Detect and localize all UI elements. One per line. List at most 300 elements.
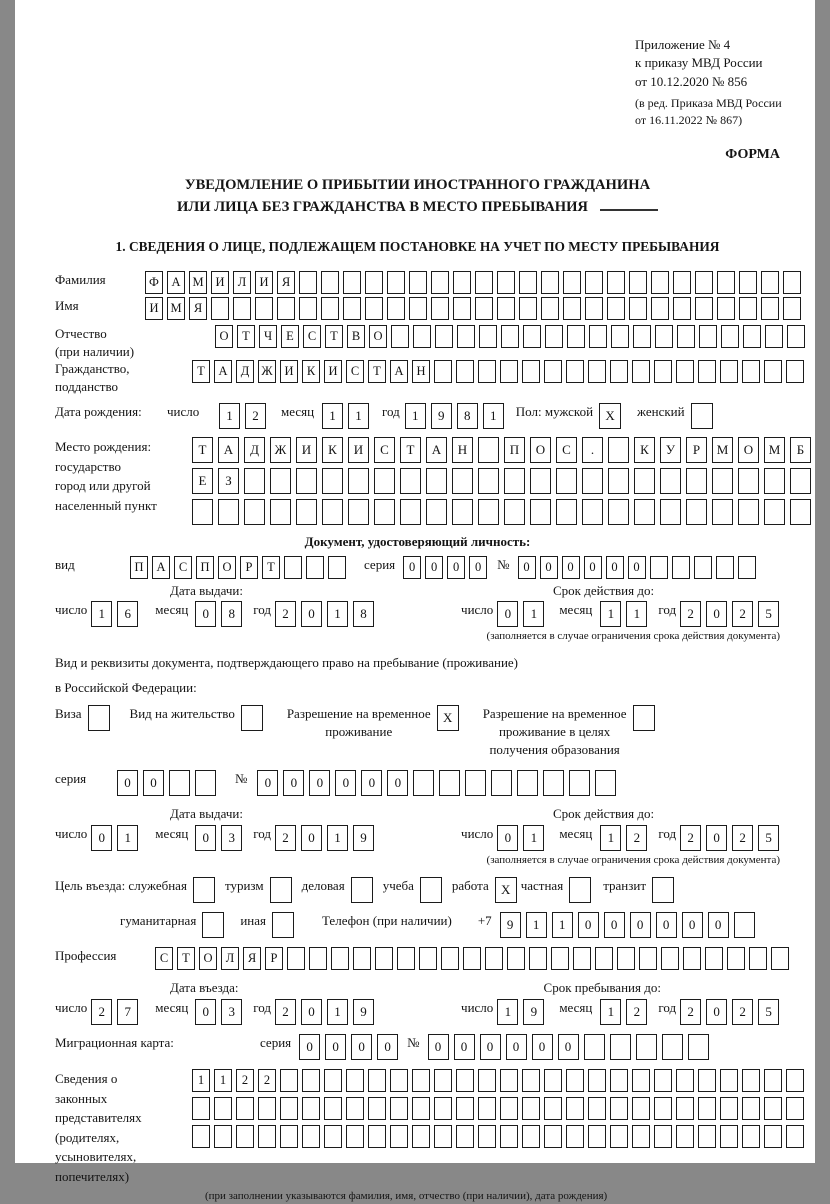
char-cell[interactable]: С — [374, 437, 395, 463]
char-cell[interactable] — [365, 271, 383, 294]
char-cell[interactable] — [299, 297, 317, 320]
char-cell[interactable]: 0 — [403, 556, 421, 579]
char-cell[interactable]: С — [174, 556, 192, 579]
char-cell[interactable] — [607, 297, 625, 320]
purpose-official-checkbox[interactable] — [193, 877, 215, 903]
char-cell[interactable]: О — [369, 325, 387, 348]
char-cell[interactable] — [610, 1034, 631, 1060]
char-cell[interactable]: З — [218, 468, 239, 494]
char-cell[interactable] — [608, 499, 629, 525]
char-cell[interactable]: 0 — [497, 601, 518, 627]
char-cell[interactable]: 0 — [143, 770, 164, 796]
char-cell[interactable] — [456, 1097, 474, 1120]
char-cell[interactable]: 1 — [523, 601, 544, 627]
char-cell[interactable]: 1 — [322, 403, 343, 429]
char-cell[interactable]: 1 — [626, 601, 647, 627]
char-cell[interactable]: 0 — [628, 556, 646, 579]
char-cell[interactable]: 0 — [604, 912, 625, 938]
char-cell[interactable] — [695, 271, 713, 294]
char-cell[interactable]: 2 — [236, 1069, 254, 1092]
char-cell[interactable] — [771, 947, 789, 970]
char-cell[interactable] — [632, 360, 650, 383]
char-cell[interactable] — [786, 360, 804, 383]
char-cell[interactable]: Е — [192, 468, 213, 494]
char-cell[interactable] — [650, 556, 668, 579]
char-cell[interactable]: Т — [237, 325, 255, 348]
char-cell[interactable] — [738, 499, 759, 525]
char-cell[interactable]: 1 — [405, 403, 426, 429]
char-cell[interactable] — [582, 499, 603, 525]
char-cell[interactable]: 2 — [275, 601, 296, 627]
char-cell[interactable]: 5 — [758, 601, 779, 627]
char-cell[interactable] — [712, 499, 733, 525]
char-cell[interactable]: О — [199, 947, 217, 970]
char-cell[interactable]: Р — [686, 437, 707, 463]
char-cell[interactable]: Т — [368, 360, 386, 383]
char-cell[interactable] — [787, 325, 805, 348]
char-cell[interactable]: С — [346, 360, 364, 383]
char-cell[interactable]: 8 — [457, 403, 478, 429]
char-cell[interactable] — [573, 947, 591, 970]
char-cell[interactable] — [475, 297, 493, 320]
char-cell[interactable] — [738, 556, 756, 579]
char-cell[interactable] — [720, 1069, 738, 1092]
char-cell[interactable] — [544, 1097, 562, 1120]
char-cell[interactable] — [673, 271, 691, 294]
char-cell[interactable] — [478, 499, 499, 525]
char-cell[interactable]: 2 — [680, 825, 701, 851]
char-cell[interactable]: 1 — [192, 1069, 210, 1092]
char-cell[interactable] — [522, 1125, 540, 1148]
char-cell[interactable]: 0 — [309, 770, 330, 796]
char-cell[interactable] — [783, 297, 801, 320]
char-cell[interactable] — [302, 1125, 320, 1148]
char-cell[interactable]: Т — [262, 556, 280, 579]
char-cell[interactable]: А — [218, 437, 239, 463]
char-cell[interactable]: 1 — [219, 403, 240, 429]
char-cell[interactable] — [244, 468, 265, 494]
char-cell[interactable]: 0 — [361, 770, 382, 796]
char-cell[interactable] — [507, 947, 525, 970]
char-cell[interactable]: 0 — [584, 556, 602, 579]
char-cell[interactable] — [397, 947, 415, 970]
char-cell[interactable]: И — [280, 360, 298, 383]
char-cell[interactable] — [277, 297, 295, 320]
char-cell[interactable]: У — [660, 437, 681, 463]
char-cell[interactable] — [654, 1097, 672, 1120]
char-cell[interactable] — [485, 947, 503, 970]
char-cell[interactable] — [742, 1097, 760, 1120]
char-cell[interactable] — [236, 1097, 254, 1120]
char-cell[interactable]: 0 — [706, 601, 727, 627]
char-cell[interactable] — [544, 1069, 562, 1092]
char-cell[interactable] — [588, 1125, 606, 1148]
char-cell[interactable] — [698, 1125, 716, 1148]
char-cell[interactable] — [655, 325, 673, 348]
char-cell[interactable]: К — [634, 437, 655, 463]
char-cell[interactable] — [544, 360, 562, 383]
char-cell[interactable] — [566, 360, 584, 383]
char-cell[interactable] — [400, 499, 421, 525]
char-cell[interactable] — [456, 360, 474, 383]
char-cell[interactable]: С — [155, 947, 173, 970]
char-cell[interactable] — [192, 499, 213, 525]
char-cell[interactable] — [409, 271, 427, 294]
char-cell[interactable]: 1 — [552, 912, 573, 938]
char-cell[interactable] — [738, 468, 759, 494]
char-cell[interactable] — [169, 770, 190, 796]
char-cell[interactable]: 0 — [283, 770, 304, 796]
char-cell[interactable] — [695, 297, 713, 320]
purpose-transit-checkbox[interactable] — [652, 877, 674, 903]
char-cell[interactable] — [676, 1069, 694, 1092]
char-cell[interactable] — [296, 468, 317, 494]
char-cell[interactable] — [519, 297, 537, 320]
char-cell[interactable]: Ч — [259, 325, 277, 348]
char-cell[interactable] — [607, 271, 625, 294]
char-cell[interactable] — [413, 770, 434, 796]
char-cell[interactable] — [302, 1069, 320, 1092]
char-cell[interactable]: 0 — [578, 912, 599, 938]
char-cell[interactable] — [764, 1097, 782, 1120]
char-cell[interactable]: 2 — [626, 825, 647, 851]
char-cell[interactable]: 1 — [327, 999, 348, 1025]
char-cell[interactable]: К — [322, 437, 343, 463]
char-cell[interactable]: 0 — [558, 1034, 579, 1060]
char-cell[interactable] — [661, 947, 679, 970]
char-cell[interactable] — [749, 947, 767, 970]
char-cell[interactable] — [610, 360, 628, 383]
char-cell[interactable] — [563, 297, 581, 320]
char-cell[interactable] — [434, 1125, 452, 1148]
char-cell[interactable] — [387, 271, 405, 294]
char-cell[interactable]: И — [145, 297, 163, 320]
char-cell[interactable] — [426, 468, 447, 494]
char-cell[interactable] — [218, 499, 239, 525]
char-cell[interactable] — [764, 1069, 782, 1092]
char-cell[interactable] — [676, 1125, 694, 1148]
char-cell[interactable] — [660, 499, 681, 525]
char-cell[interactable] — [463, 947, 481, 970]
char-cell[interactable] — [632, 1097, 650, 1120]
char-cell[interactable] — [764, 499, 785, 525]
char-cell[interactable] — [764, 360, 782, 383]
char-cell[interactable]: П — [196, 556, 214, 579]
char-cell[interactable] — [632, 1069, 650, 1092]
char-cell[interactable] — [686, 468, 707, 494]
char-cell[interactable] — [522, 360, 540, 383]
char-cell[interactable] — [566, 1069, 584, 1092]
char-cell[interactable] — [639, 947, 657, 970]
char-cell[interactable]: Н — [412, 360, 430, 383]
char-cell[interactable]: 9 — [500, 912, 521, 938]
char-cell[interactable] — [764, 1125, 782, 1148]
char-cell[interactable]: Ж — [258, 360, 276, 383]
char-cell[interactable] — [456, 1125, 474, 1148]
char-cell[interactable]: 2 — [732, 601, 753, 627]
char-cell[interactable] — [322, 499, 343, 525]
char-cell[interactable] — [324, 1125, 342, 1148]
char-cell[interactable] — [651, 297, 669, 320]
char-cell[interactable]: 0 — [506, 1034, 527, 1060]
char-cell[interactable] — [608, 437, 629, 463]
char-cell[interactable] — [457, 325, 475, 348]
char-cell[interactable]: 0 — [532, 1034, 553, 1060]
char-cell[interactable]: 0 — [656, 912, 677, 938]
char-cell[interactable]: 1 — [327, 601, 348, 627]
char-cell[interactable] — [523, 325, 541, 348]
char-cell[interactable]: 0 — [425, 556, 443, 579]
char-cell[interactable]: 5 — [758, 825, 779, 851]
char-cell[interactable] — [500, 1069, 518, 1092]
char-cell[interactable] — [676, 1097, 694, 1120]
char-cell[interactable] — [400, 468, 421, 494]
char-cell[interactable] — [478, 468, 499, 494]
char-cell[interactable] — [632, 1125, 650, 1148]
char-cell[interactable] — [530, 499, 551, 525]
char-cell[interactable]: А — [152, 556, 170, 579]
char-cell[interactable]: Т — [177, 947, 195, 970]
char-cell[interactable]: 0 — [325, 1034, 346, 1060]
char-cell[interactable]: Ф — [145, 271, 163, 294]
visa-checkbox[interactable] — [88, 705, 110, 731]
char-cell[interactable] — [633, 325, 651, 348]
char-cell[interactable]: М — [764, 437, 785, 463]
char-cell[interactable] — [610, 1097, 628, 1120]
char-cell[interactable] — [595, 947, 613, 970]
char-cell[interactable] — [465, 770, 486, 796]
char-cell[interactable] — [365, 297, 383, 320]
char-cell[interactable]: 1 — [523, 825, 544, 851]
char-cell[interactable] — [368, 1125, 386, 1148]
char-cell[interactable] — [346, 1097, 364, 1120]
char-cell[interactable]: И — [211, 271, 229, 294]
char-cell[interactable] — [588, 1097, 606, 1120]
purpose-private-checkbox[interactable] — [569, 877, 591, 903]
char-cell[interactable] — [556, 468, 577, 494]
char-cell[interactable] — [287, 947, 305, 970]
char-cell[interactable] — [434, 1097, 452, 1120]
char-cell[interactable] — [522, 1097, 540, 1120]
char-cell[interactable] — [742, 1069, 760, 1092]
char-cell[interactable]: 0 — [117, 770, 138, 796]
char-cell[interactable] — [368, 1069, 386, 1092]
char-cell[interactable]: 0 — [708, 912, 729, 938]
char-cell[interactable] — [742, 1125, 760, 1148]
char-cell[interactable] — [610, 1069, 628, 1092]
char-cell[interactable] — [617, 947, 635, 970]
char-cell[interactable]: 8 — [353, 601, 374, 627]
char-cell[interactable]: 0 — [301, 999, 322, 1025]
char-cell[interactable]: 2 — [245, 403, 266, 429]
char-cell[interactable] — [497, 271, 515, 294]
char-cell[interactable] — [324, 1097, 342, 1120]
char-cell[interactable]: 1 — [91, 601, 112, 627]
char-cell[interactable] — [743, 325, 761, 348]
char-cell[interactable] — [284, 556, 302, 579]
char-cell[interactable]: Б — [790, 437, 811, 463]
char-cell[interactable] — [491, 770, 512, 796]
char-cell[interactable]: 7 — [117, 999, 138, 1025]
char-cell[interactable]: Т — [325, 325, 343, 348]
char-cell[interactable] — [790, 499, 811, 525]
char-cell[interactable] — [585, 297, 603, 320]
char-cell[interactable] — [716, 556, 734, 579]
char-cell[interactable]: 0 — [301, 601, 322, 627]
char-cell[interactable] — [321, 271, 339, 294]
char-cell[interactable] — [734, 912, 755, 938]
gender-male-checkbox[interactable]: X — [599, 403, 621, 429]
char-cell[interactable] — [504, 499, 525, 525]
char-cell[interactable] — [390, 1125, 408, 1148]
char-cell[interactable] — [698, 1097, 716, 1120]
char-cell[interactable] — [280, 1097, 298, 1120]
char-cell[interactable] — [764, 468, 785, 494]
char-cell[interactable] — [717, 271, 735, 294]
char-cell[interactable]: 2 — [626, 999, 647, 1025]
char-cell[interactable]: 1 — [483, 403, 504, 429]
char-cell[interactable]: Р — [265, 947, 283, 970]
char-cell[interactable]: Т — [192, 360, 210, 383]
char-cell[interactable] — [211, 297, 229, 320]
char-cell[interactable] — [296, 499, 317, 525]
char-cell[interactable]: 0 — [428, 1034, 449, 1060]
char-cell[interactable] — [426, 499, 447, 525]
char-cell[interactable]: 0 — [497, 825, 518, 851]
char-cell[interactable] — [742, 360, 760, 383]
char-cell[interactable] — [348, 499, 369, 525]
char-cell[interactable]: 0 — [706, 825, 727, 851]
char-cell[interactable] — [584, 1034, 605, 1060]
temp-residence-edu-checkbox[interactable] — [633, 705, 655, 731]
char-cell[interactable] — [786, 1069, 804, 1092]
char-cell[interactable] — [328, 556, 346, 579]
char-cell[interactable] — [569, 770, 590, 796]
char-cell[interactable] — [786, 1097, 804, 1120]
char-cell[interactable] — [582, 468, 603, 494]
char-cell[interactable]: 9 — [523, 999, 544, 1025]
char-cell[interactable]: 0 — [540, 556, 558, 579]
char-cell[interactable]: О — [530, 437, 551, 463]
char-cell[interactable] — [306, 556, 324, 579]
char-cell[interactable] — [629, 297, 647, 320]
char-cell[interactable] — [324, 1069, 342, 1092]
char-cell[interactable]: И — [296, 437, 317, 463]
char-cell[interactable]: 0 — [454, 1034, 475, 1060]
char-cell[interactable]: Я — [189, 297, 207, 320]
char-cell[interactable]: Л — [221, 947, 239, 970]
char-cell[interactable] — [588, 360, 606, 383]
char-cell[interactable] — [346, 1125, 364, 1148]
char-cell[interactable] — [309, 947, 327, 970]
char-cell[interactable] — [541, 297, 559, 320]
char-cell[interactable] — [761, 297, 779, 320]
char-cell[interactable] — [676, 360, 694, 383]
char-cell[interactable] — [452, 468, 473, 494]
char-cell[interactable]: Д — [236, 360, 254, 383]
char-cell[interactable] — [390, 1069, 408, 1092]
char-cell[interactable] — [662, 1034, 683, 1060]
char-cell[interactable]: 9 — [353, 999, 374, 1025]
char-cell[interactable] — [270, 499, 291, 525]
char-cell[interactable]: О — [738, 437, 759, 463]
char-cell[interactable]: Д — [244, 437, 265, 463]
char-cell[interactable] — [368, 1097, 386, 1120]
char-cell[interactable] — [727, 947, 745, 970]
char-cell[interactable] — [786, 1125, 804, 1148]
char-cell[interactable] — [478, 360, 496, 383]
temp-residence-checkbox[interactable]: X — [437, 705, 459, 731]
char-cell[interactable] — [545, 325, 563, 348]
char-cell[interactable] — [504, 468, 525, 494]
purpose-work-checkbox[interactable]: X — [495, 877, 517, 903]
char-cell[interactable] — [478, 1097, 496, 1120]
char-cell[interactable]: Т — [400, 437, 421, 463]
char-cell[interactable] — [610, 1125, 628, 1148]
char-cell[interactable] — [608, 468, 629, 494]
char-cell[interactable] — [688, 1034, 709, 1060]
char-cell[interactable] — [705, 947, 723, 970]
char-cell[interactable] — [519, 271, 537, 294]
char-cell[interactable]: 0 — [387, 770, 408, 796]
char-cell[interactable] — [683, 947, 701, 970]
char-cell[interactable]: 9 — [353, 825, 374, 851]
char-cell[interactable] — [331, 947, 349, 970]
char-cell[interactable]: 0 — [195, 601, 216, 627]
char-cell[interactable] — [500, 360, 518, 383]
purpose-humanitarian-checkbox[interactable] — [202, 912, 224, 938]
char-cell[interactable] — [413, 325, 431, 348]
char-cell[interactable]: 1 — [497, 999, 518, 1025]
char-cell[interactable]: А — [167, 271, 185, 294]
char-cell[interactable] — [412, 1125, 430, 1148]
char-cell[interactable]: 2 — [258, 1069, 276, 1092]
char-cell[interactable]: 2 — [275, 825, 296, 851]
char-cell[interactable] — [543, 770, 564, 796]
char-cell[interactable] — [214, 1097, 232, 1120]
char-cell[interactable]: Е — [281, 325, 299, 348]
purpose-tourism-checkbox[interactable] — [270, 877, 292, 903]
char-cell[interactable] — [529, 947, 547, 970]
char-cell[interactable] — [299, 271, 317, 294]
char-cell[interactable] — [258, 1125, 276, 1148]
purpose-study-checkbox[interactable] — [420, 877, 442, 903]
char-cell[interactable]: Я — [243, 947, 261, 970]
char-cell[interactable] — [585, 271, 603, 294]
char-cell[interactable]: . — [582, 437, 603, 463]
char-cell[interactable] — [452, 499, 473, 525]
char-cell[interactable]: М — [189, 271, 207, 294]
char-cell[interactable]: 1 — [526, 912, 547, 938]
char-cell[interactable] — [567, 325, 585, 348]
char-cell[interactable] — [500, 1125, 518, 1148]
char-cell[interactable] — [409, 297, 427, 320]
char-cell[interactable]: 0 — [195, 825, 216, 851]
char-cell[interactable] — [721, 325, 739, 348]
char-cell[interactable] — [500, 1097, 518, 1120]
char-cell[interactable]: А — [214, 360, 232, 383]
purpose-other-checkbox[interactable] — [272, 912, 294, 938]
char-cell[interactable]: А — [426, 437, 447, 463]
char-cell[interactable]: 1 — [600, 601, 621, 627]
char-cell[interactable] — [720, 1097, 738, 1120]
char-cell[interactable]: 0 — [195, 999, 216, 1025]
char-cell[interactable] — [346, 1069, 364, 1092]
char-cell[interactable] — [654, 1069, 672, 1092]
char-cell[interactable] — [761, 271, 779, 294]
char-cell[interactable]: 1 — [600, 999, 621, 1025]
char-cell[interactable] — [588, 1069, 606, 1092]
